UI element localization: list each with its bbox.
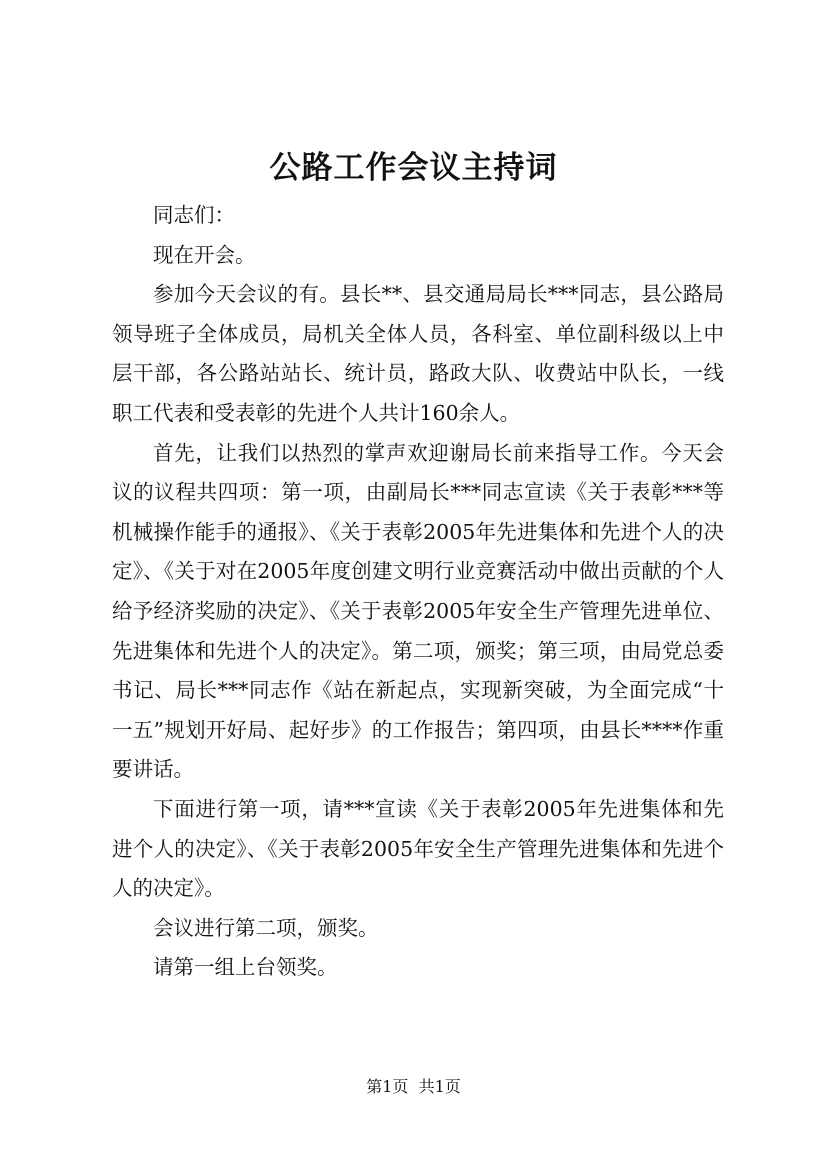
- paragraph-attendees: 参加今天会议的有。县长**、县交通局局长***同志，县公路局领导班子全体成员，局机关全体人员，各科室、单位副科级以上中层干部，各公路站站长、统计员，路政大队、收费站中队长，一线职工代表和受表彰的先进个人共计160余人。: [112, 282, 724, 425]
- paragraph-opening: 现在开会。: [153, 242, 256, 267]
- page-footer: [0, 1075, 827, 1099]
- page-number: 第1页: [366, 1077, 409, 1096]
- paragraph-salutation: 同志们：: [153, 203, 235, 227]
- page-total: 共1页: [418, 1077, 461, 1096]
- document-body: [112, 196, 724, 988]
- paragraph-second-item: 会议进行第二项，颁奖。: [153, 915, 379, 940]
- document-title: 公路工作会议主持词: [269, 150, 558, 186]
- paragraph-first-item: 下面进行第一项，请***宣读《关于表彰2005年先进集体和先进个人的决定》、《关于表彰2005年安全生产管理先进集体和先进个人的决定》。: [112, 796, 724, 901]
- paragraph-agenda: 首先，让我们以热烈的掌声欢迎谢局长前来指导工作。今天会议的议程共四项：第一项，由副局长***同志宣读《关于表彰***等机械操作能手的通报》、《关于表彰2005年先进集体和先进个人的决定》、《关于对在2005年度创建文明行业竞赛活动中做出贡献的个人给予经济奖励的决定》、《关于表彰2005年安全生产管理先进单位、先进集体和先进个人的决定》。第二项，颁奖；第三项，由局党总委书记、局长***同志作《站在新起点，实现新突破，为全面完成“十一五”规划开好局、起好步》的工作报告；第四项，由县长****作重要讲话。: [112, 440, 724, 782]
- paragraph-first-group: 请第一组上台领奖。: [153, 955, 338, 980]
